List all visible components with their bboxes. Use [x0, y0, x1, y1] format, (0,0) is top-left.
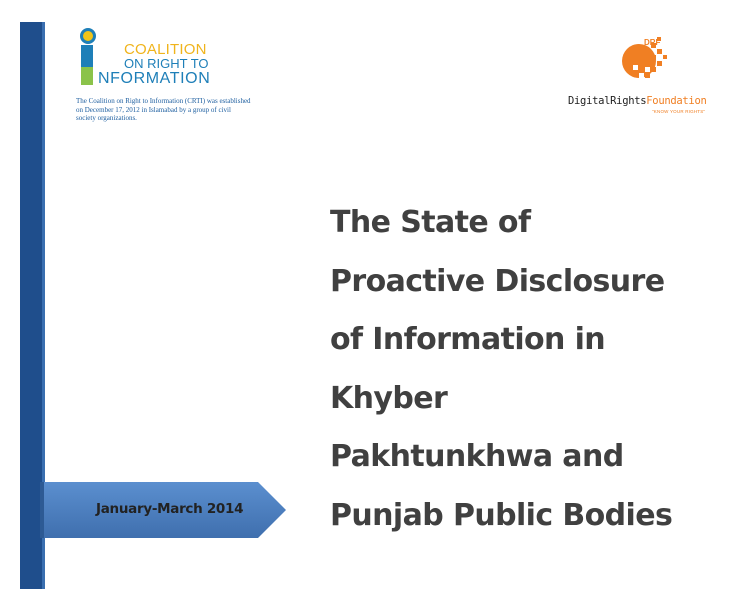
- drf-tagline: "KNOW YOUR RIGHTS": [652, 109, 706, 114]
- report-title: [330, 194, 730, 545]
- crti-i-dot-icon: [80, 28, 96, 44]
- drf-name-part1: DigitalRights: [568, 95, 647, 107]
- drf-badge-text: DRF: [644, 38, 661, 47]
- drf-name-part2: Foundation: [646, 95, 707, 107]
- title-line: Punjab Public Bodies: [330, 497, 673, 533]
- date-range-label: January-March 2014: [96, 501, 244, 517]
- title-line: Pakhtunkhwa and: [330, 439, 624, 474]
- coalition-logo: [76, 28, 251, 123]
- drf-mark-icon: [621, 35, 669, 83]
- crti-logo-line3: NFORMATION: [98, 70, 211, 87]
- left-accent-bar: [20, 22, 42, 589]
- crti-description: The Coalition on Right to Information (CRTI) was established on December 17, 2012 in Islamabad by a group of civil society organizations.: [76, 97, 251, 122]
- crti-logo-line1: COALITION: [124, 41, 207, 58]
- drf-name: [568, 95, 707, 107]
- crti-i-stem-icon: [81, 45, 93, 85]
- title-line: Khyber: [330, 380, 448, 416]
- date-banner: [40, 480, 288, 540]
- title-line: of Information in: [330, 322, 606, 357]
- drf-logo: [568, 35, 728, 125]
- title-line: The State of: [330, 205, 531, 240]
- title-line: Proactive Disclosure: [330, 263, 665, 299]
- crti-logo-line2: ON RIGHT TO: [124, 56, 209, 71]
